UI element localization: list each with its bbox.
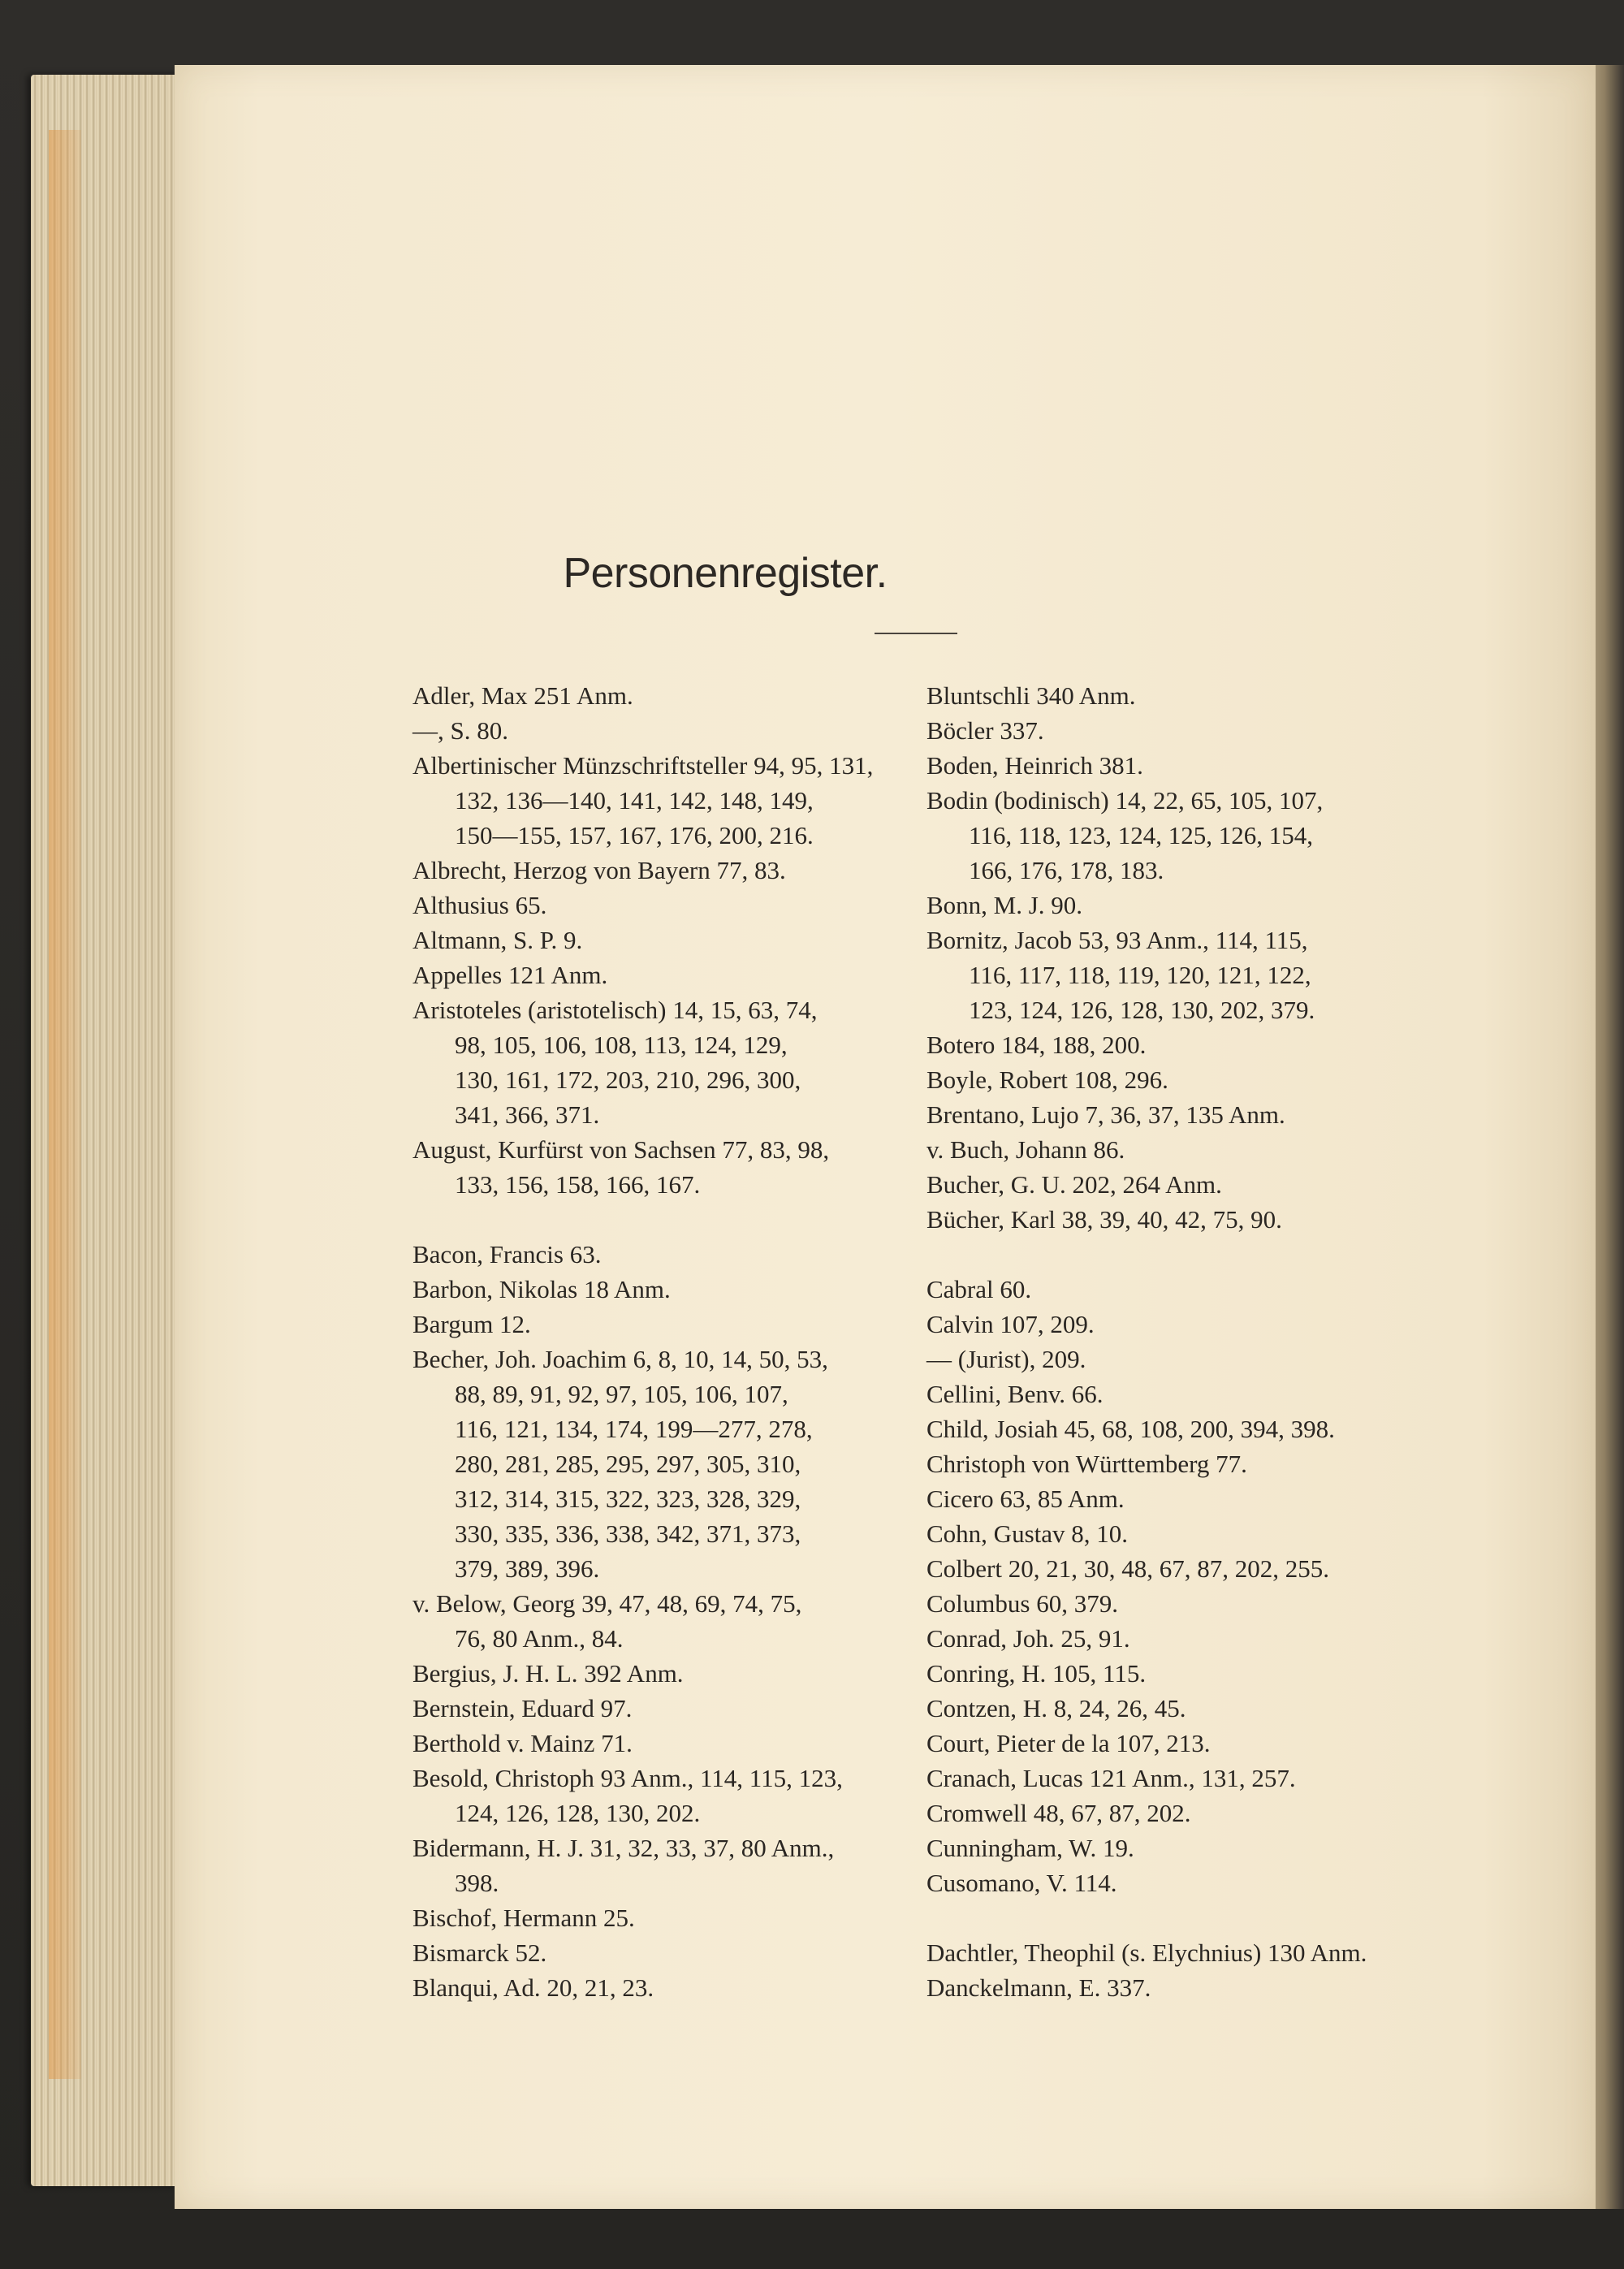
index-line: Altmann, S. P. 9. bbox=[412, 926, 583, 954]
index-line: 398. bbox=[455, 1869, 499, 1897]
index-line: Blanqui, Ad. 20, 21, 23. bbox=[412, 1973, 654, 2002]
page-edge-stain bbox=[49, 130, 81, 2079]
index-line: Bacon, Francis 63. bbox=[412, 1240, 602, 1268]
index-line: Besold, Christoph 93 Anm., 114, 115, 123, bbox=[412, 1764, 843, 1792]
index-line: Bücher, Karl 38, 39, 40, 42, 75, 90. bbox=[926, 1205, 1282, 1234]
index-line: 341, 366, 371. bbox=[455, 1100, 600, 1129]
index-line: — (Jurist), 209. bbox=[926, 1345, 1086, 1373]
index-line: Cicero 63, 85 Anm. bbox=[926, 1485, 1125, 1513]
index-line: Boden, Heinrich 381. bbox=[926, 751, 1143, 780]
index-line: 124, 126, 128, 130, 202. bbox=[455, 1799, 701, 1827]
index-line: Contzen, H. 8, 24, 26, 45. bbox=[926, 1694, 1186, 1722]
index-line: Bismarck 52. bbox=[412, 1938, 547, 1967]
index-line: August, Kurfürst von Sachsen 77, 83, 98, bbox=[412, 1135, 830, 1164]
page-title: Personenregister. bbox=[563, 550, 888, 597]
index-line: Albertinischer Münzschriftsteller 94, 95, 131, bbox=[412, 751, 874, 780]
index-line: Cunningham, W. 19. bbox=[926, 1834, 1134, 1862]
index-line: Botero 184, 188, 200. bbox=[926, 1031, 1147, 1059]
index-line: 123, 124, 126, 128, 130, 202, 379. bbox=[969, 996, 1315, 1024]
index-line: Cohn, Gustav 8, 10. bbox=[926, 1519, 1128, 1548]
index-line: Bluntschli 340 Anm. bbox=[926, 681, 1136, 710]
index-line: 166, 176, 178, 183. bbox=[969, 856, 1164, 884]
index-line: Adler, Max 251 Anm. bbox=[412, 681, 633, 710]
index-line: 116, 118, 123, 124, 125, 126, 154, bbox=[969, 821, 1313, 849]
index-line: —, S. 80. bbox=[412, 716, 508, 745]
index-line: 116, 121, 134, 174, 199—277, 278, bbox=[455, 1415, 813, 1443]
index-line: 330, 335, 336, 338, 342, 371, 373, bbox=[455, 1519, 801, 1548]
index-line: Calvin 107, 209. bbox=[926, 1310, 1095, 1338]
index-line: Bergius, J. H. L. 392 Anm. bbox=[412, 1659, 684, 1688]
index-line: Cusomano, V. 114. bbox=[926, 1869, 1117, 1897]
index-line: Barbon, Nikolas 18 Anm. bbox=[412, 1275, 671, 1303]
index-line: Albrecht, Herzog von Bayern 77, 83. bbox=[412, 856, 786, 884]
index-line: Christoph von Württemberg 77. bbox=[926, 1450, 1247, 1478]
index-line: 130, 161, 172, 203, 210, 296, 300, bbox=[455, 1065, 801, 1094]
index-line: Berthold v. Mainz 71. bbox=[412, 1729, 633, 1757]
book-page bbox=[175, 65, 1596, 2209]
index-line: Danckelmann, E. 337. bbox=[926, 1973, 1151, 2002]
title-divider bbox=[875, 633, 957, 634]
index-line: Child, Josiah 45, 68, 108, 200, 394, 398. bbox=[926, 1415, 1335, 1443]
index-line: Bornitz, Jacob 53, 93 Anm., 114, 115, bbox=[926, 926, 1308, 954]
index-line: Aristoteles (aristotelisch) 14, 15, 63, 74, bbox=[412, 996, 818, 1024]
index-line: Bidermann, H. J. 31, 32, 33, 37, 80 Anm., bbox=[412, 1834, 835, 1862]
index-line: Cabral 60. bbox=[926, 1275, 1032, 1303]
index-line: Bargum 12. bbox=[412, 1310, 531, 1338]
index-line: Court, Pieter de la 107, 213. bbox=[926, 1729, 1211, 1757]
index-line: Bodin (bodinisch) 14, 22, 65, 105, 107, bbox=[926, 786, 1324, 815]
index-line: 133, 156, 158, 166, 167. bbox=[455, 1170, 701, 1199]
index-line: Conrad, Joh. 25, 91. bbox=[926, 1624, 1130, 1653]
index-line: Cellini, Benv. 66. bbox=[926, 1380, 1104, 1408]
index-line: Brentano, Lujo 7, 36, 37, 135 Anm. bbox=[926, 1100, 1285, 1129]
index-line: Becher, Joh. Joachim 6, 8, 10, 14, 50, 53, bbox=[412, 1345, 828, 1373]
index-line: 150—155, 157, 167, 176, 200, 216. bbox=[455, 821, 814, 849]
index-line: Columbus 60, 379. bbox=[926, 1589, 1118, 1618]
index-line: Colbert 20, 21, 30, 48, 67, 87, 202, 255. bbox=[926, 1554, 1329, 1583]
index-line: 116, 117, 118, 119, 120, 121, 122, bbox=[969, 961, 1311, 989]
index-line: Cromwell 48, 67, 87, 202. bbox=[926, 1799, 1191, 1827]
index-line: 76, 80 Anm., 84. bbox=[455, 1624, 624, 1653]
index-line: Conring, H. 105, 115. bbox=[926, 1659, 1147, 1688]
index-line: v. Below, Georg 39, 47, 48, 69, 74, 75, bbox=[412, 1589, 802, 1618]
index-line: Cranach, Lucas 121 Anm., 131, 257. bbox=[926, 1764, 1296, 1792]
index-line: Böcler 337. bbox=[926, 716, 1044, 745]
index-line: Bucher, G. U. 202, 264 Anm. bbox=[926, 1170, 1222, 1199]
index-line: Dachtler, Theophil (s. Elychnius) 130 Anm. bbox=[926, 1938, 1367, 1967]
index-line: Boyle, Robert 108, 296. bbox=[926, 1065, 1168, 1094]
index-line: 88, 89, 91, 92, 97, 105, 106, 107, bbox=[455, 1380, 788, 1408]
index-line: 379, 389, 396. bbox=[455, 1554, 600, 1583]
index-line: Bonn, M. J. 90. bbox=[926, 891, 1083, 919]
index-line: 280, 281, 285, 295, 297, 305, 310, bbox=[455, 1450, 801, 1478]
index-line: v. Buch, Johann 86. bbox=[926, 1135, 1125, 1164]
index-line: 98, 105, 106, 108, 113, 124, 129, bbox=[455, 1031, 788, 1059]
index-line: 312, 314, 315, 322, 323, 328, 329, bbox=[455, 1485, 801, 1513]
index-line: Appelles 121 Anm. bbox=[412, 961, 608, 989]
index-line: 132, 136—140, 141, 142, 148, 149, bbox=[455, 786, 814, 815]
index-line: Althusius 65. bbox=[412, 891, 547, 919]
index-line: Bischof, Hermann 25. bbox=[412, 1904, 635, 1932]
index-line: Bernstein, Eduard 97. bbox=[412, 1694, 633, 1722]
